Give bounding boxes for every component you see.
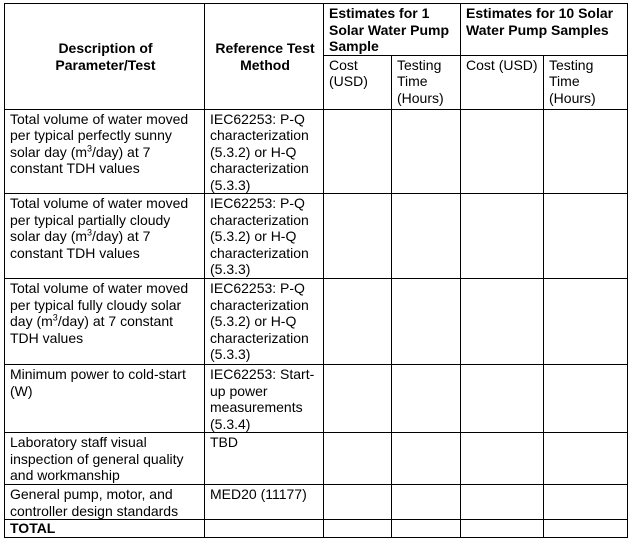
row-method: IEC62253: P-Q characterization (5.3.2) or H-Q characterization (5.3.3) <box>205 109 324 194</box>
row-method: IEC62253: P-Q characterization (5.3.2) or H-Q characterization (5.3.3) <box>205 194 324 279</box>
cell-time-1 <box>392 194 461 279</box>
estimates-table <box>4 3 628 538</box>
header-description: Description of Parameter/Test <box>5 4 205 110</box>
header-time-10: Testing Time (Hours) <box>544 55 628 109</box>
cell-cost-1 <box>324 194 392 279</box>
cell-cost-10 <box>461 279 544 365</box>
cell-time-10 <box>544 365 628 433</box>
cell-cost-1 <box>324 433 392 485</box>
cell-cost-10 <box>461 365 544 433</box>
row-description: Total volume of water moved per typical fully cloudy solar day $(m^3/day)$ at 7 constant TDH values <box>5 279 205 365</box>
row-method: IEC62253: Start-up power measurements (5.3.4) <box>205 365 324 433</box>
header-cost-10: Cost (USD) <box>461 55 544 109</box>
cell-cost-1 <box>324 485 392 520</box>
total-time-1 <box>392 520 461 538</box>
cell-cost-10 <box>461 433 544 485</box>
header-reference-method: Reference Test Method <box>205 4 324 110</box>
total-cost-1 <box>324 520 392 538</box>
header-time-1: Testing Time (Hours) <box>392 55 461 109</box>
table-row <box>5 433 628 485</box>
row-description: Laboratory staff visual inspection of general quality and workmanship <box>5 433 205 485</box>
cell-time-1 <box>392 365 461 433</box>
cell-cost-1 <box>324 279 392 365</box>
table-row <box>5 365 628 433</box>
cell-time-10 <box>544 485 628 520</box>
total-cost-10 <box>461 520 544 538</box>
cell-time-10 <box>544 109 628 194</box>
row-method: MED20 (11177) <box>205 485 324 520</box>
cell-time-1 <box>392 109 461 194</box>
cell-time-10 <box>544 194 628 279</box>
cell-cost-1 <box>324 109 392 194</box>
row-description: Total volume of water moved per typical perfectly sunny solar day $(m^3/day)$ at 7 constant TDH values <box>5 109 205 194</box>
cell-cost-10 <box>461 485 544 520</box>
cell-time-1 <box>392 279 461 365</box>
cell-time-1 <box>392 485 461 520</box>
table-row <box>5 194 628 279</box>
cell-cost-1 <box>324 365 392 433</box>
total-label: TOTAL <box>5 520 205 538</box>
total-row <box>5 520 628 538</box>
cell-time-10 <box>544 279 628 365</box>
row-description: Total volume of water moved per typical partially cloudy solar day $(m^3/day)$ at 7 constant TDH values <box>5 194 205 279</box>
total-time-10 <box>544 520 628 538</box>
table-row <box>5 279 628 365</box>
cell-time-1 <box>392 433 461 485</box>
cell-time-10 <box>544 433 628 485</box>
header-estimates-1-sample: Estimates for 1 Solar Water Pump Sample <box>324 4 461 56</box>
table-row <box>5 485 628 520</box>
cell-cost-10 <box>461 109 544 194</box>
header-cost-1: Cost (USD) <box>324 55 392 109</box>
total-method-cell <box>205 520 324 538</box>
header-estimates-10-samples: Estimates for 10 Solar Water Pump Samples <box>461 4 628 56</box>
row-method: TBD <box>205 433 324 485</box>
cell-cost-10 <box>461 194 544 279</box>
row-method: IEC62253: P-Q characterization (5.3.2) or H-Q characterization (5.3.3) <box>205 279 324 365</box>
row-description: General pump, motor, and controller design standards <box>5 485 205 520</box>
row-description: Minimum power to cold-start (W) <box>5 365 205 433</box>
table-row <box>5 109 628 194</box>
